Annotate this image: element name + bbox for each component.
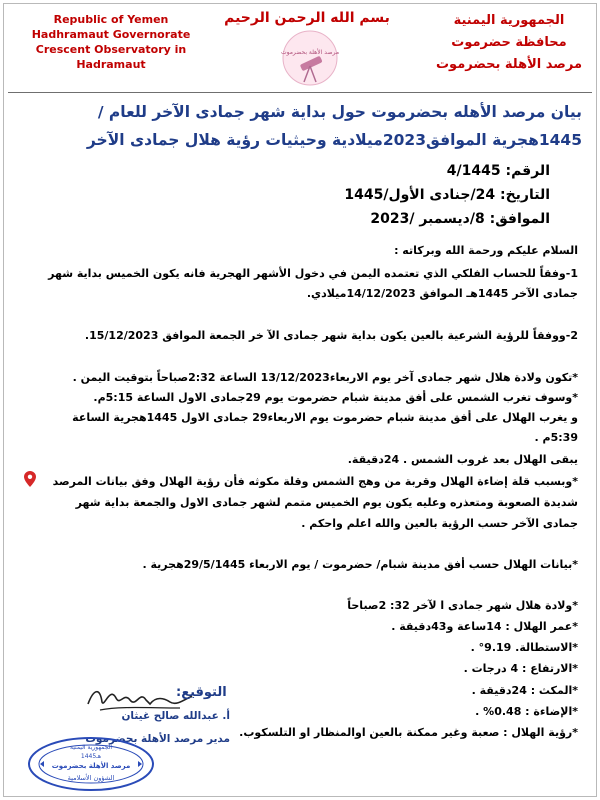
crescent-illumination: *الإضاءة : 0.48% . [475,705,578,718]
statement-title-line-2: 1445هجرية الموافق2023ميلادية وحيثيات رؤية هلال جمادى الآخر [86,131,582,149]
stamp-text: مرصد الأهلة بحضرموت [51,762,131,770]
stamp-text: الجمهورية اليمنية [69,744,113,751]
signatory-role: مدير مرصد الأهلة بحضرموت [85,733,230,745]
header-english-line: Hadramaut [76,58,146,71]
header-english-line: Hadhramaut Governorate [31,28,191,41]
paragraph-1: 1-وفقاً للحساب الفلكي الذي تعتمده اليمن في دخول الأشهر الهجرية فانه يكون الخميس بداية شهر [48,267,578,280]
header-arabic-line: مرصد الأهلة بحضرموت [435,57,582,72]
crescent-visibility: *رؤية الهلال : صعبة وغير ممكنة بالعين اوالمنظار او التلسكوب. [239,726,578,739]
crescent-lag-time: *المكث : 24دقيقة . [471,684,578,697]
header-arabic-line: الجمهورية اليمنية [453,13,565,28]
paragraph-2: 2-ووفقاً للرؤية الشرعية بالعين يكون بداية شهر جمادى الآ خر الجمعة الموافق 15/12/2023. [84,329,578,342]
bullet-lag: يبقى الهلال بعد غروب الشمس . 24دقيقة. [347,453,578,466]
header-arabic-block [434,10,584,76]
paragraph-1-cont: جمادى الآخر 1445هـ الموافق 14/12/2023ميلادي. [306,287,578,300]
hijri-date: التاريخ: 24/جنادى الأول/1445 [344,187,550,203]
header-divider [8,92,592,93]
crescent-data-heading: *بيانات الهلال حسب أفق مدينة شبام/ حضرموت / يوم الاربعاء 29/5/1445هجرية . [142,558,578,571]
stamp-text: 1445هـ [80,753,102,760]
crescent-elongation: *الاستطالة. 9.19° . [470,641,578,654]
header-arabic-line: محافظة حضرموت [451,35,567,50]
bullet-visibility-reason: *وبسبب قلة إضاءة الهلال وقربة من وهج الشمس وقلة مكوثه فأن رؤية الهلال وفق بيانات المرصد [52,475,578,488]
bullet-visibility-reason-cont: شديدة الصعوبة ومتعذره وعليه يكون يوم الخميس متمم لشهر جمادى الاول والجمعة بداية شهر [75,496,578,509]
bullet-sunset: *وسوف تغرب الشمس على أفق مدينة شبام حضرموت يوم 29جمادى الاول الساعة 5:15م. [93,391,578,404]
observatory-logo [270,28,350,88]
header-english-line: Crescent Observatory in [35,43,187,56]
bullet-moonset: و يغرب الهلال على أفق مدينة شبام حضرموت يوم الاربعاء29 جمادى الاول 1445هجرية الساعة [72,411,578,424]
basmala: بسم الله الرحمن الرحيم [224,10,390,26]
header-english-block [18,12,204,72]
bullet-moonset-cont: 5:39م . [534,431,578,444]
logo-text: مرصد الأهلة بحضرموت [280,49,340,56]
stamp-text: الشؤون الأسلامية [67,774,115,782]
statement-title-line-1: بيان مرصد الأهله بحضرموت حول بداية شهر جمادى الآخر للعام / [97,103,582,121]
crescent-altitude: *الارتفاع : 4 درجات . [463,662,578,675]
bullet-birth-time: *تكون ولادة هلال شهر جمادى آخر يوم الاربعاء13/12/2023 الساعة 2:32صباحاً بتوقيت اليمن . [72,371,578,384]
gregorian-date: الموافق: 8/ديسمبر /2023 [370,211,550,227]
bullet-visibility-reason-end: جمادى الآخر حسب الرؤية بالعين والله اعلم واحكم . [301,517,578,530]
official-stamp [26,735,156,793]
reference-number: الرقم: 4/1445 [446,163,550,179]
crescent-birth: *ولادة هلال شهر جمادى ا لآخر 32: 2صباحاً [347,599,578,612]
signature-label: التوقيع: [176,685,227,700]
crescent-age: *عمر الهلال : 14ساعة و43دقيقة . [391,620,578,633]
signatory-name: أ. عبدالله صالح غيثان [121,710,230,722]
greeting: السلام عليكم ورحمة الله وبركاته : [394,244,578,257]
header-english-line: Republic of Yemen [53,13,169,26]
